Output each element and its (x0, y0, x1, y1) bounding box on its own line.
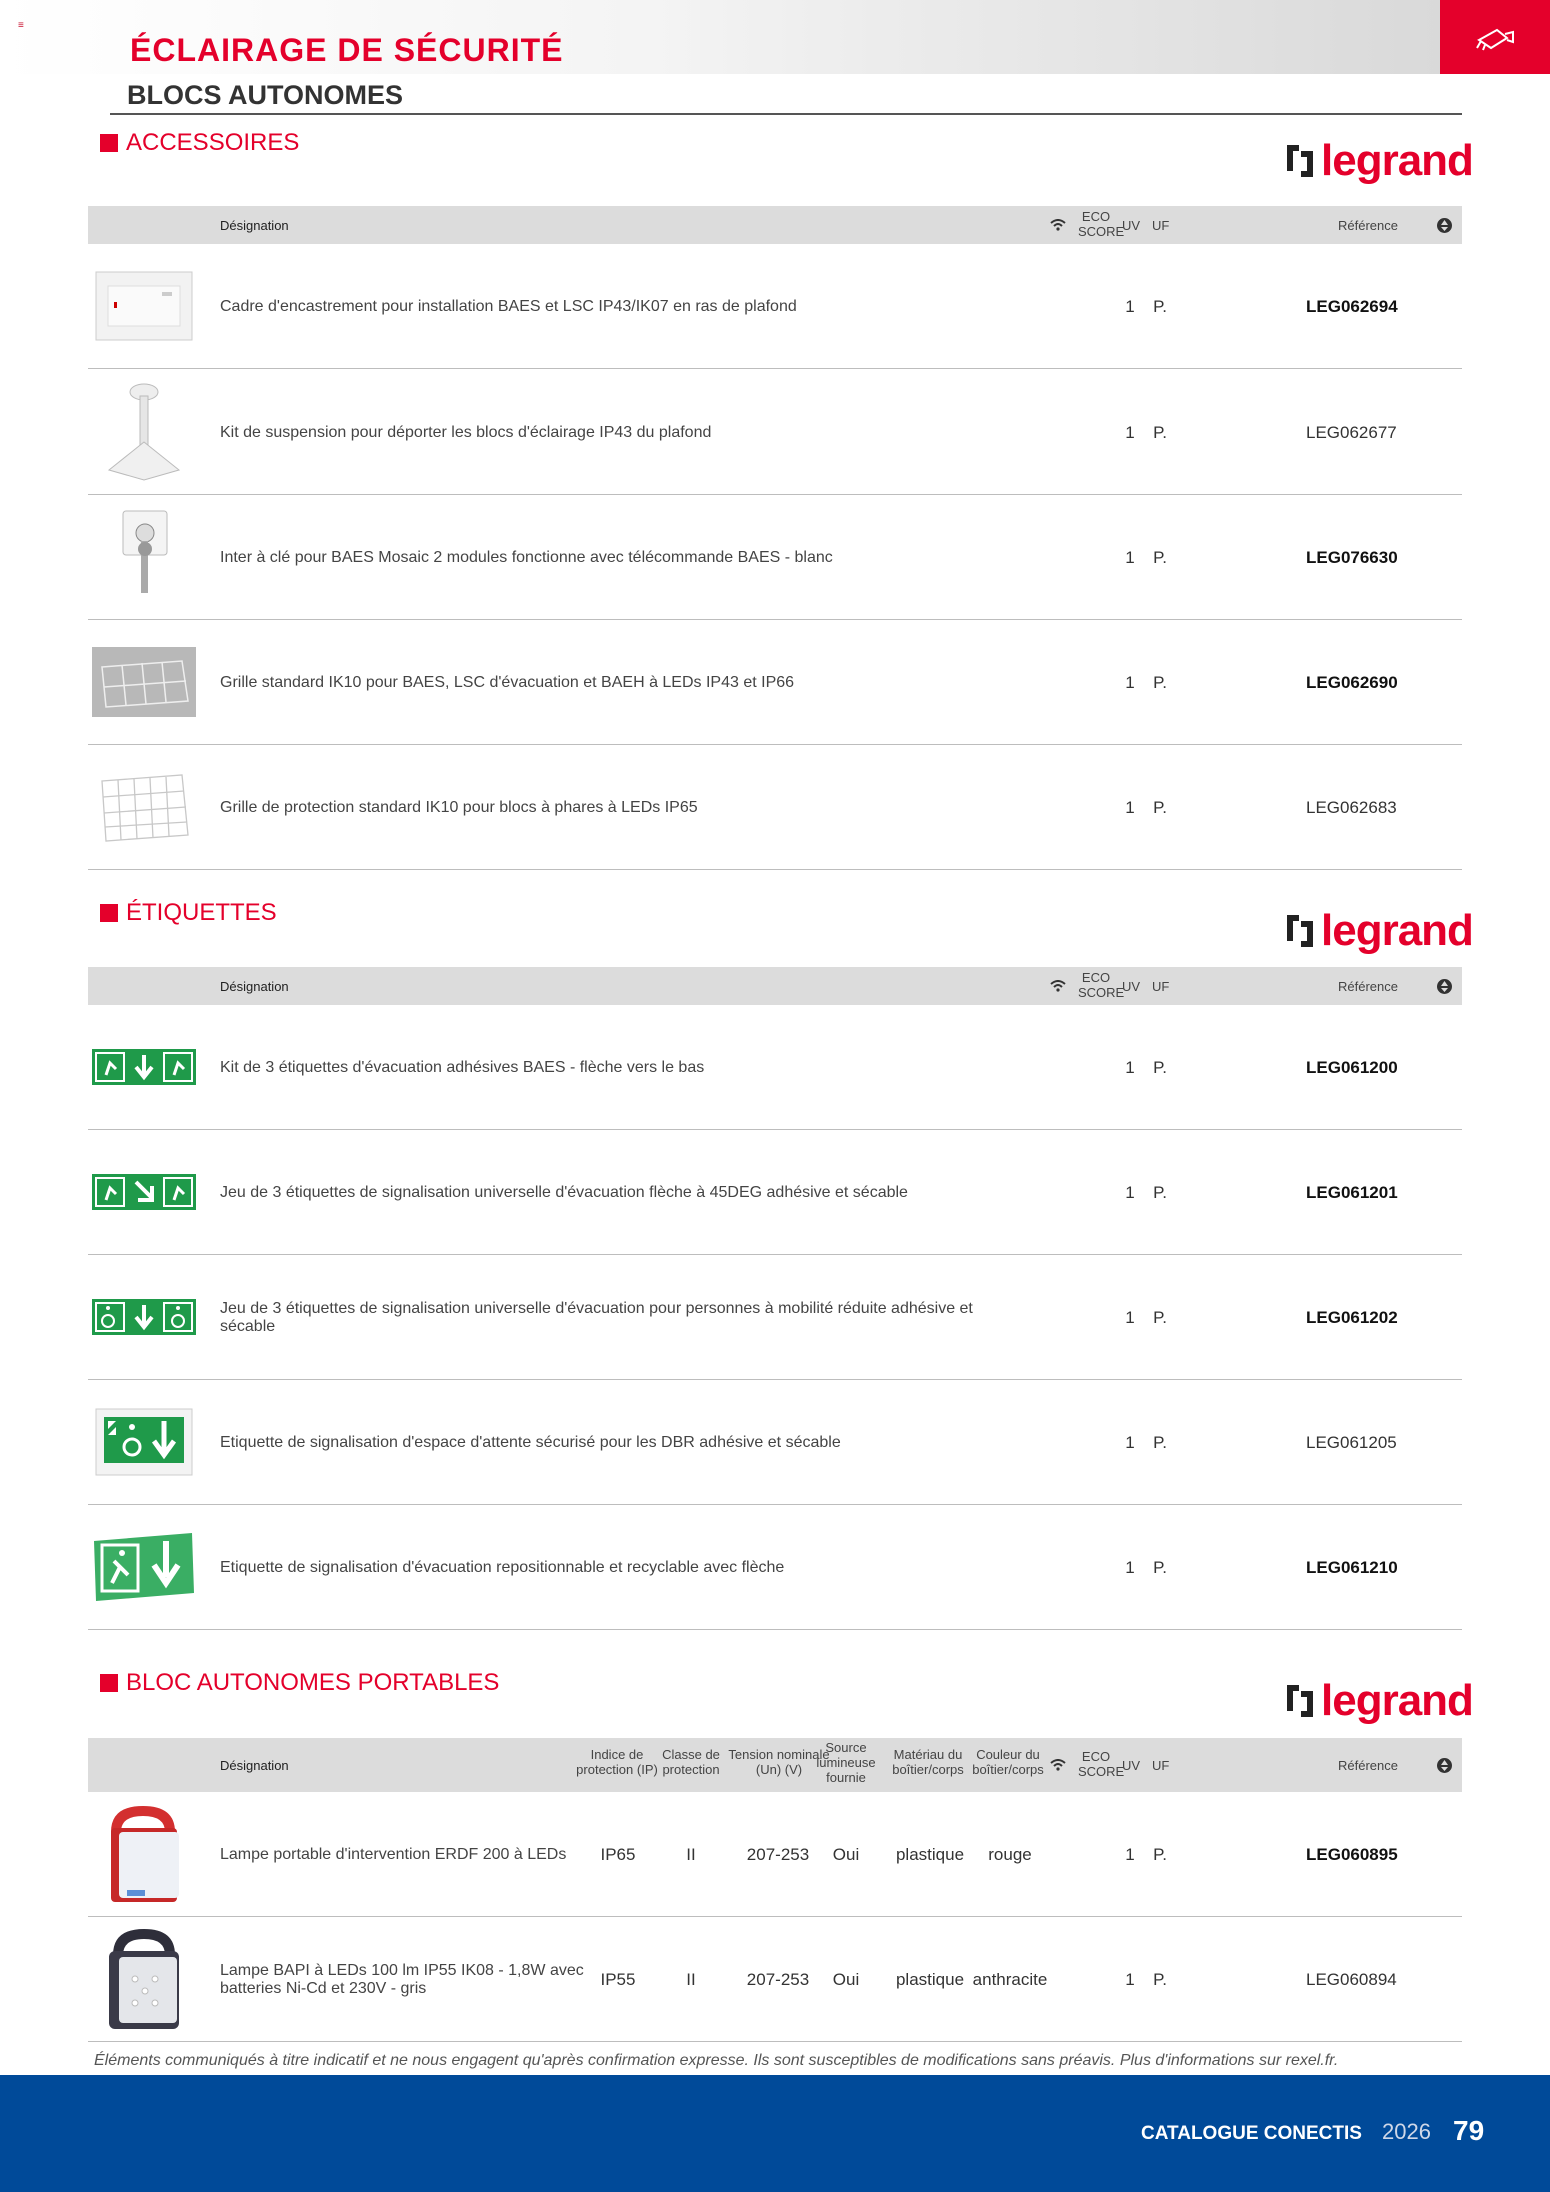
recycle-icon (1436, 217, 1453, 234)
col-uv: UV (1122, 979, 1141, 994)
col-uf: UF (1152, 1758, 1170, 1773)
col-eco-line2: SCORE (1078, 224, 1125, 239)
row-materiau: plastique (895, 1844, 965, 1864)
row-ip: IP65 (600, 1844, 636, 1864)
row-reference[interactable]: LEG062694 (1306, 296, 1398, 316)
page-number: 79 (1453, 2115, 1485, 2146)
row-designation: Jeu de 3 étiquettes de signalisation universelle d'évacuation flèche à 45DEG adhésive et sécable (220, 1183, 908, 1201)
row-designation: Jeu de 3 étiquettes de signalisation universelle d'évacuation pour personnes à mobilité réduite adhésive et sécable (220, 1299, 973, 1335)
row-designation: Inter à clé pour BAES Mosaic 2 modules fonctionne avec télécommande BAES - blanc (220, 548, 833, 566)
row-uv: 1 (1125, 547, 1135, 567)
table-row[interactable] (88, 620, 1462, 745)
row-uf: P. (1153, 797, 1167, 817)
row-tension: 207-253 (746, 1844, 810, 1864)
row-uv: 1 (1125, 1557, 1135, 1577)
row-reference[interactable]: LEG061202 (1306, 1307, 1398, 1327)
col-source-line1: Source (825, 1740, 867, 1755)
footer-year: 2026 (1382, 2119, 1431, 2144)
col-classe-line2: protection (662, 1762, 720, 1777)
row-uf: P. (1153, 1057, 1167, 1077)
row-designation: Lampe portable d'intervention ERDF 200 à LEDs (220, 1845, 567, 1863)
table-header-etiquettes (88, 967, 1462, 1005)
wifi-icon (1050, 980, 1066, 992)
recycle-icon (1436, 1757, 1453, 1774)
row-uv: 1 (1125, 1307, 1135, 1327)
row-designation: Grille de protection standard IK10 pour blocs à phares à LEDs IP65 (220, 798, 698, 816)
col-uv: UV (1122, 218, 1141, 233)
table-row[interactable] (88, 745, 1462, 870)
row-materiau: plastique (895, 1969, 965, 1989)
row-uf: P. (1153, 422, 1167, 442)
legrand-logo-text: legrand (1321, 906, 1473, 955)
section-title-portables (100, 1668, 499, 1698)
row-uf: P. (1153, 1969, 1167, 1989)
col-eco-line1: ECO (1081, 209, 1111, 224)
row-uf: P. (1153, 1844, 1167, 1864)
table-row[interactable] (88, 1255, 1462, 1380)
recycle-icon (1436, 978, 1453, 995)
row-reference[interactable]: LEG061200 (1306, 1057, 1398, 1077)
col-couleur-line1: Couleur du (976, 1747, 1040, 1762)
section-bullet (100, 134, 118, 152)
table-row[interactable] (88, 370, 1462, 495)
row-tension: 207-253 (746, 1969, 810, 1989)
frame-image (92, 254, 196, 358)
row-designation: Cadre d'encastrement pour installation BAES et LSC IP43/IK07 en ras de plafond (220, 297, 797, 315)
labels-pmr-image (92, 1265, 196, 1369)
col-reference: Référence (1338, 218, 1398, 233)
row-designation: Grille standard IK10 pour BAES, LSC d'évacuation et BAEH à LEDs IP43 et IP66 (220, 673, 795, 691)
col-uv: UV (1122, 1758, 1141, 1773)
section-title-text: ACCESSOIRES (126, 129, 300, 156)
legrand-logo-text: legrand (1321, 1676, 1473, 1725)
row-uv: 1 (1125, 1182, 1135, 1202)
col-uf: UF (1152, 979, 1170, 994)
row-reference[interactable]: LEG062683 (1306, 797, 1397, 817)
page-subtitle: BLOCS AUTONOMES (127, 80, 404, 110)
category-tab[interactable] (1440, 0, 1550, 74)
section-bullet (100, 1674, 118, 1692)
row-uv: 1 (1125, 1969, 1135, 1989)
page-title: ÉCLAIRAGE DE SÉCURITÉ (130, 32, 564, 68)
table-row[interactable] (88, 1005, 1462, 1130)
row-reference[interactable]: LEG062690 (1306, 672, 1398, 692)
table-row[interactable] (88, 1505, 1462, 1630)
col-materiau-line2: boîtier/corps (892, 1762, 964, 1777)
table-row[interactable] (88, 1380, 1462, 1505)
footer-catalogue: CATALOGUE CONECTIS (1141, 2123, 1362, 2144)
row-reference[interactable]: LEG060895 (1306, 1844, 1398, 1864)
col-eco-score (1078, 1749, 1125, 1779)
grille-image (92, 630, 196, 734)
row-uv: 1 (1125, 1057, 1135, 1077)
row-uv: 1 (1125, 422, 1135, 442)
row-uf: P. (1153, 1307, 1167, 1327)
table-header-portables (88, 1738, 1462, 1792)
row-uf: P. (1153, 672, 1167, 692)
col-tension-line1: Tension nominale (728, 1747, 830, 1762)
legrand-logo-text: legrand (1321, 136, 1473, 185)
cage-image (92, 755, 196, 859)
row-designation: Kit de suspension pour déporter les blocs d'éclairage IP43 du plafond (220, 423, 712, 441)
row-couleur: anthracite (972, 1969, 1048, 1989)
legrand-mark-icon (1285, 913, 1315, 949)
row-couleur: rouge (988, 1844, 1032, 1864)
section-title-accessoires (100, 128, 299, 158)
corner-mark: ≡ (18, 20, 24, 31)
camera-icon (1475, 24, 1517, 52)
row-uv: 1 (1125, 296, 1135, 316)
suspension-image (92, 380, 196, 484)
label-dbr-image (92, 1390, 196, 1494)
col-indice-line1: Indice de (590, 1747, 644, 1762)
col-materiau-line1: Matériau du (893, 1747, 963, 1762)
row-designation: Etiquette de signalisation d'évacuation repositionnable et recyclable avec flèche (220, 1558, 785, 1576)
col-reference: Référence (1338, 979, 1398, 994)
labels-down-image (92, 1015, 196, 1119)
legrand-logo (1285, 1676, 1473, 1726)
row-source: Oui (832, 1844, 860, 1864)
table-row[interactable] (88, 1130, 1462, 1255)
row-reference[interactable]: LEG061210 (1306, 1557, 1398, 1577)
col-eco-line1: ECO (1081, 1749, 1111, 1764)
row-uv: 1 (1125, 1432, 1135, 1452)
keyswitch-image (92, 505, 196, 609)
section-title-text: BLOC AUTONOMES PORTABLES (126, 1669, 500, 1696)
col-classe-line1: Classe de (662, 1747, 720, 1762)
col-uf: UF (1152, 218, 1170, 233)
row-uf: P. (1153, 1557, 1167, 1577)
col-couleur-line2: boîtier/corps (972, 1762, 1044, 1777)
table-row[interactable] (88, 1917, 1462, 2042)
col-designation: Désignation (220, 1758, 289, 1773)
table-row[interactable] (88, 244, 1462, 369)
section-bullet (100, 904, 118, 922)
legrand-logo (1285, 136, 1473, 186)
col-eco-line2: SCORE (1078, 1764, 1125, 1779)
labels-diag-image (92, 1140, 196, 1244)
row-reference[interactable]: LEG076630 (1306, 547, 1398, 567)
col-indice-line2: protection (IP) (576, 1762, 658, 1777)
row-ip: IP55 (600, 1969, 636, 1989)
disclaimer-text: Éléments communiqués à titre indicatif et ne nous engagent qu'après confirmation expresse. Ils sont susceptibles de modifications sans préavis. Plus d'informations sur rexel.fr. (94, 2052, 1339, 2069)
col-source-line3: fournie (826, 1770, 866, 1785)
footer-band (0, 2075, 1550, 2192)
row-classe: II (686, 1969, 696, 1989)
row-reference[interactable]: LEG061201 (1306, 1182, 1398, 1202)
table-row[interactable] (88, 495, 1462, 620)
row-reference[interactable]: LEG060894 (1306, 1969, 1397, 1989)
col-eco-line2: SCORE (1078, 985, 1125, 1000)
legrand-logo (1285, 906, 1473, 956)
col-designation: Désignation (220, 979, 289, 994)
wifi-icon (1050, 1759, 1066, 1771)
row-reference[interactable]: LEG062677 (1306, 422, 1397, 442)
col-eco-score (1078, 970, 1125, 1000)
legrand-mark-icon (1285, 143, 1315, 179)
col-source-line2: lumineuse (816, 1755, 876, 1770)
row-designation: Lampe BAPI à LEDs 100 lm IP55 IK08 - 1,8W avec batteries Ni-Cd et 230V - gris (220, 1961, 584, 1997)
wifi-icon (1050, 219, 1066, 231)
row-uf: P. (1153, 547, 1167, 567)
row-uf: P. (1153, 296, 1167, 316)
section-title-text: ÉTIQUETTES (126, 899, 277, 926)
row-designation: Etiquette de signalisation d'espace d'attente sécurisé pour les DBR adhésive et sécable (220, 1433, 841, 1451)
row-uv: 1 (1125, 1844, 1135, 1864)
col-couleur (954, 1747, 1062, 1777)
lamp-grey-image (92, 1927, 196, 2031)
row-uf: P. (1153, 1182, 1167, 1202)
section-title-etiquettes (100, 898, 277, 928)
row-source: Oui (832, 1969, 860, 1989)
row-uv: 1 (1125, 672, 1135, 692)
col-designation: Désignation (220, 218, 289, 233)
legrand-mark-icon (1285, 1683, 1315, 1719)
col-reference: Référence (1338, 1758, 1398, 1773)
table-row[interactable] (88, 1792, 1462, 1917)
col-tension-line2: (Un) (V) (755, 1762, 803, 1777)
row-uv: 1 (1125, 797, 1135, 817)
table-header-accessoires (88, 206, 1462, 244)
row-classe: II (686, 1844, 696, 1864)
label-exit-image (92, 1515, 196, 1619)
row-reference[interactable]: LEG061205 (1306, 1432, 1397, 1452)
col-eco-line1: ECO (1081, 970, 1111, 985)
row-uf: P. (1153, 1432, 1167, 1452)
subtitle-divider (110, 113, 1462, 115)
col-eco-score (1078, 209, 1125, 239)
lamp-red-image (92, 1802, 196, 1906)
row-designation: Kit de 3 étiquettes d'évacuation adhésives BAES - flèche vers le bas (220, 1058, 705, 1076)
